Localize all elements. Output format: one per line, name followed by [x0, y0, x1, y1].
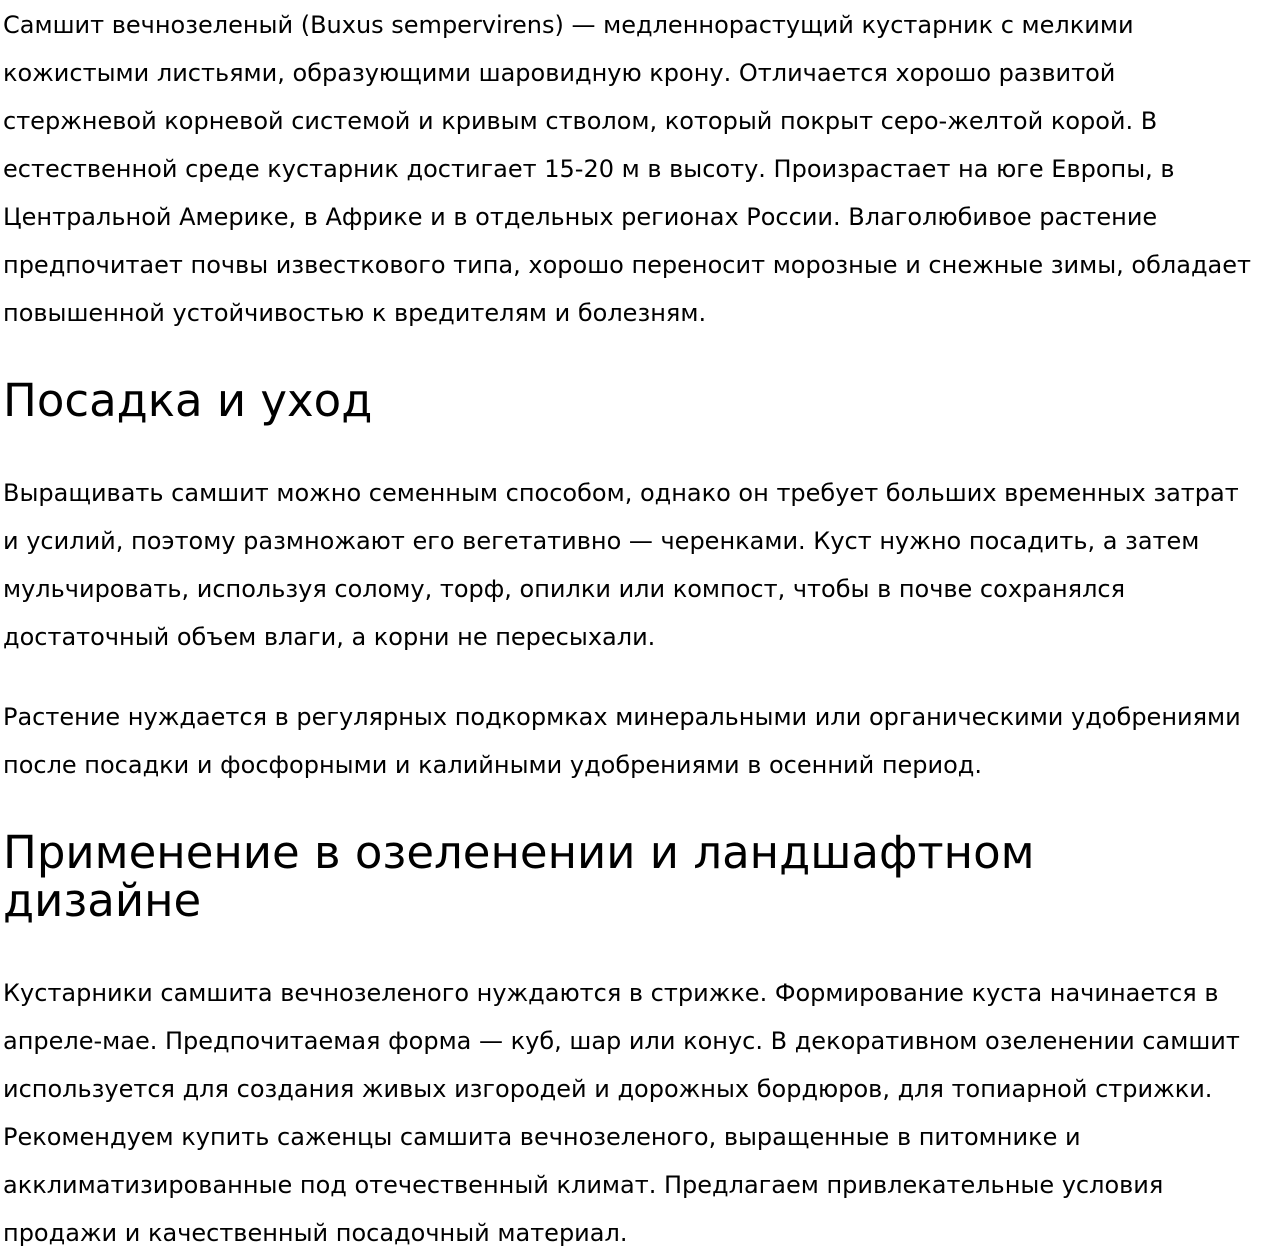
section-heading-planting-and-care: Посадка и уход	[3, 374, 373, 427]
planting-paragraph-fertilizing: Растение нуждается в регулярных подкормках минеральными или органическими удобрениями после посадки и фосфорными и калийными удобрениями в осенний период.	[3, 703, 1241, 780]
section-heading-landscaping-use: Применение в озеленении и ландшафтном дизайне	[3, 826, 1035, 927]
intro-paragraph: Самшит вечнозеленый (Buxus sempervirens) — медленнорастущий кустарник с мелкими кожистыми листьями, образующими шаровидную крону. Отличается хорошо развитой стержневой корневой системой и кривым стволом, который покрыт серо-желтой корой. В естественной среде кустарник достигает 15-20 м в высоту. Произрастает на юге Европы, в Центральной Америке, в Африке и в отдельных регионах России. Влаголюбивое растение предпочитает почвы известкового типа, хорошо переносит морозные и снежные зимы, обладает повышенной устойчивостью к вредителям и болезням.	[3, 11, 1251, 327]
planting-paragraph-propagation: Выращивать самшит можно семенным способом, однако он требует больших временных затрат и усилий, поэтому размножают его вегетативно — черенками. Куст нужно посадить, а затем мульчировать, используя солому, торф, опилки или компост, чтобы в почве сохранялся достаточный объем влаги, а корни не пересыхали.	[3, 479, 1239, 652]
landscaping-paragraph: Кустарники самшита вечнозеленого нуждаются в стрижке. Формирование куста начинается в апреле-мае. Предпочитаемая форма — куб, шар или конус. В декоративном озеленении самшит используется для создания живых изгородей и дорожных бордюров, для топиарной стрижки. Рекомендуем купить саженцы самшита вечнозеленого, выращенные в питомнике и акклиматизированные под отечественный климат. Предлагаем привлекательные условия продажи и качественный посадочный материал.	[3, 978, 1240, 1247]
